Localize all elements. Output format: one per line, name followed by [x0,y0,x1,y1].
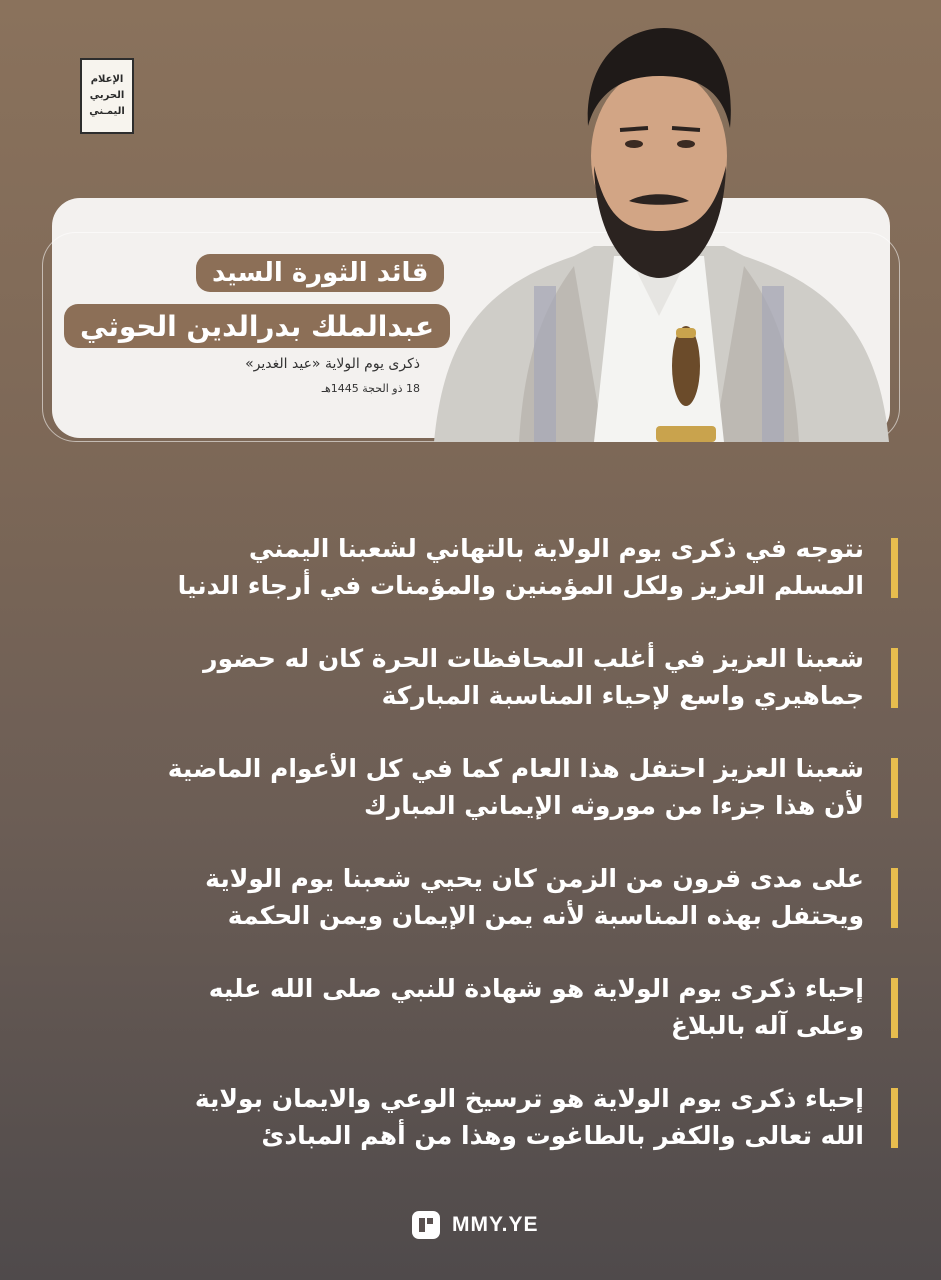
quote-accent-bar [891,538,898,598]
mmy-logo-icon [410,1209,442,1241]
war-media-logo [80,58,134,134]
quote-line: وعلى آله بالبلاغ [670,1011,864,1040]
quote-line: المسلم العزيز ولكل المؤمنين والمؤمنات في أرجاء الدنيا [177,571,864,600]
quote-item [70,1080,898,1154]
quote-accent-bar [891,978,898,1038]
quote-line: ويحتفل بهذه المناسبة لأنه يمن الإيمان ويمن الحكمة [227,901,864,930]
quote-line: نتوجه في ذكرى يوم الولاية بالتهاني لشعبنا اليمني [248,534,864,563]
quote-line: الله تعالى والكفر بالطاغوت وهذا من أهم المبادئ [261,1121,864,1150]
occasion-text: ذكرى يوم الولاية «عيد الغدير» [245,356,420,372]
quote-accent-bar [891,1088,898,1148]
logo-line-2: الحربي [89,90,125,101]
logo-line-3: اليمـني [89,106,125,117]
footer-brand-text: MMY.YE [452,1213,539,1236]
quote-line: شعبنا العزيز في أغلب المحافظات الحرة كان له حضور [203,644,864,673]
quote-line: شعبنا العزيز احتفل هذا العام كما في كل الأعوام الماضية [167,754,864,783]
footer-brand [410,1208,539,1242]
quote-line: إحياء ذكرى يوم الولاية هو ترسيخ الوعي والايمان بولاية [194,1084,864,1113]
title-line-2: عبدالملك بدرالدين الحوثي [64,304,450,348]
quote-item [70,750,898,824]
quote-accent-bar [891,758,898,818]
quote-accent-bar [891,648,898,708]
quote-item [70,970,898,1044]
quote-item [70,530,898,604]
quote-item [70,860,898,934]
quote-line: لأن هذا جزءا من موروثه الإيماني المبارك [363,791,864,820]
date-text: 18 ذو الحجة 1445هـ [321,382,420,395]
quote-line: على مدى قرون من الزمن كان يحيي شعبنا يوم الولاية [205,864,864,893]
quote-line: جماهيري واسع لإحياء المناسبة المباركة [381,681,864,710]
speaker-portrait [424,16,894,442]
logo-line-1: الإعلام [90,74,124,85]
title-line-1: قائد الثورة السيد [196,254,444,292]
quote-line: إحياء ذكرى يوم الولاية هو شهادة للنبي صلى الله عليه [208,974,864,1003]
quote-accent-bar [891,868,898,928]
quote-item [70,640,898,714]
